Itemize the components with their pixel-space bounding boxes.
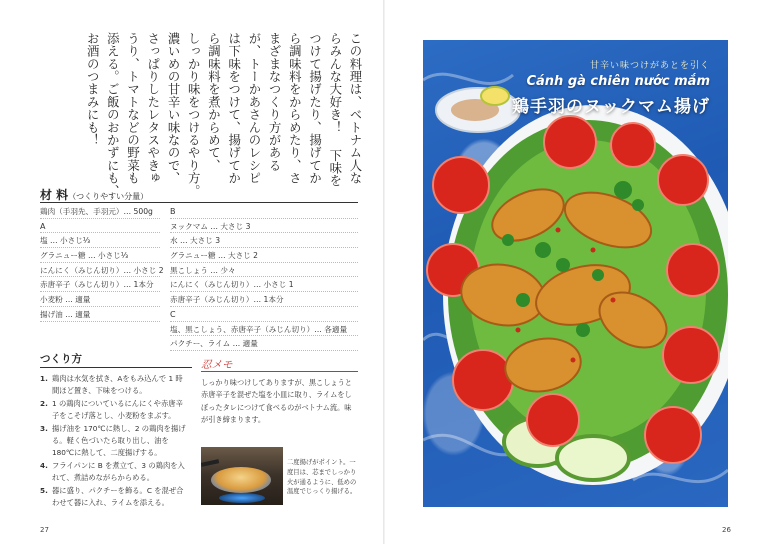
step-text: 1 の鶏肉についているにんにくや赤唐辛子をこそげ落とし、小麦粉をまぶす。	[52, 399, 183, 420]
cilantro	[535, 242, 551, 258]
ingredient-line: 塩、黒こしょう、赤唐辛子（みじん切り）… 各適量	[170, 323, 358, 338]
ingredient-line: グラニュー糖 … 大さじ 2	[170, 249, 358, 264]
ingredient-line: パクチー、ライム … 適量	[170, 337, 358, 352]
step-text: 器に盛り、パクチーを飾る。C を混ぜ合わせて器に入れ、ライムを添える。	[52, 486, 184, 507]
pan-oil	[211, 467, 271, 493]
memo-rule	[201, 371, 358, 372]
ingredient-line: 水 … 大さじ 3	[170, 234, 358, 249]
ingredient-line: 鶏肉（手羽先、手羽元）… 500g	[40, 205, 160, 220]
intro-line: 濃いめの甘辛い味なので、	[166, 32, 182, 185]
memo-heading: 忍メモ	[201, 359, 233, 371]
method-step	[40, 423, 190, 458]
tomato-slice	[527, 394, 579, 446]
ingredient-line: 小麦粉 … 適量	[40, 293, 160, 308]
ingredient-line: グラニュー糖 … 小さじ⅓	[40, 249, 160, 264]
ingredient-line: 揚げ油 … 適量	[40, 308, 160, 323]
tomato-slice	[433, 157, 489, 213]
method-step	[40, 398, 190, 421]
intro-line: さっぱりしたレタスやきゅ	[145, 32, 161, 185]
ingredients-title: 材 料	[40, 188, 69, 202]
ingredients-heading	[40, 186, 148, 203]
page-number-right: 26	[722, 526, 731, 534]
intro-line: らみんな大好き！ 下味を	[327, 32, 343, 187]
ingredient-line: 塩 … 小さじ⅓	[40, 234, 160, 249]
ingredients-rule	[40, 202, 358, 203]
intro-line: つけて揚げたり、揚げてか	[307, 32, 323, 185]
ingredients-subtitle: （つくりやすい分量）	[68, 192, 149, 201]
pan-handle	[201, 459, 219, 467]
memo-text: しっかり味つけしてありますが、黒こしょうと赤唐辛子を混ぜた塩を小皿に取り、ライムをしぼったタレにつけて食べるのがベトナム流。味が引き締まります。	[201, 378, 352, 425]
dish-subtitle: 甘辛い味つけがあとを引く	[589, 61, 710, 71]
method-steps	[40, 373, 190, 511]
intro-line: ら調味料を煮からめて、	[206, 32, 222, 172]
dish-photo	[423, 40, 728, 507]
method-step	[40, 460, 190, 483]
lime-wedge	[481, 87, 509, 105]
ingredient-line: にんにく（みじん切り）… 小さじ 1	[170, 278, 358, 293]
dish-title-block	[512, 58, 710, 117]
intro-line: まざまなつくり方がある	[267, 32, 283, 172]
frying-pan-photo	[201, 447, 283, 505]
method-rule	[40, 367, 192, 368]
intro-line: は下味をつけて、揚げてか	[226, 32, 242, 185]
tomato-slice	[453, 350, 513, 410]
page-number-left: 27	[40, 526, 49, 534]
method-step	[40, 373, 190, 396]
tomato-slice	[663, 327, 719, 383]
step-text: フライパンに B を煮立て、3 の鶏肉を入れて、煮詰めながらからめる。	[52, 461, 185, 482]
step-number: 1.	[40, 374, 48, 383]
tomato-slice	[544, 116, 596, 168]
step-number: 4.	[40, 461, 48, 471]
ingredient-group-label: A	[40, 220, 160, 235]
tomato-slice	[611, 123, 655, 167]
tomato-slice	[667, 244, 719, 296]
dish-title-vietnamese: Cánh gà chiên nước mắm	[526, 74, 710, 89]
step-text: 揚げ油を 170℃に熱し、2 の鶏肉を揚げる。軽く色づいたら取り出し、油を 180℃に熱して、二度揚げする。	[52, 424, 186, 457]
photo-caption: 二度揚げがポイント。一度目は、芯までしっかり火が通るように、低めの温度でじっくり揚げる。	[287, 459, 357, 496]
intro-line: うり、トマトなどの野菜も	[125, 32, 141, 185]
tomato-slice	[658, 155, 708, 205]
ingredient-line: ヌックマム … 大さじ 3	[170, 220, 358, 235]
ingredient-group-label: B	[170, 205, 358, 220]
book-gutter	[383, 0, 385, 544]
method-step	[40, 485, 190, 508]
stove-flame	[219, 493, 265, 503]
ingredient-line: 赤唐辛子（みじん切り）… 1本分	[40, 278, 160, 293]
step-number: 3.	[40, 424, 48, 434]
cucumber-slice	[557, 436, 629, 480]
intro-line: ら調味料をからめたり、さ	[287, 32, 303, 185]
ingredient-line: 黒こしょう … 少々	[170, 264, 358, 279]
chili-piece	[556, 228, 561, 233]
dish-title-japanese: 鶏手羽のヌックマム揚げ	[512, 97, 710, 117]
intro-line: この料理は、ベトナム人な	[348, 32, 363, 185]
intro-line: が、トーかあさんのレシピ	[246, 32, 262, 185]
intro-line: しっかり味をつけるやり方。	[186, 32, 202, 198]
ingredient-group-label: C	[170, 308, 358, 323]
ingredient-line: 赤唐辛子（みじん切り）… 1本分	[170, 293, 358, 308]
ingredients-column-b	[170, 205, 358, 352]
method-heading: つくり方	[40, 353, 82, 365]
step-number: 2.	[40, 399, 48, 409]
intro-line: お酒のつまみにも！	[85, 32, 101, 147]
ingredients-column-a	[40, 205, 164, 323]
tomato-slice	[645, 407, 701, 463]
step-number: 5.	[40, 486, 48, 496]
intro-line: 添える。ご飯のおかずにも、	[105, 32, 121, 198]
step-text: 鶏肉は水気を拭き、Aをもみ込んで 1 時間ほど置き、下味をつける。	[52, 374, 183, 395]
ingredient-line: にんにく（みじん切り）… 小さじ 2	[40, 264, 160, 279]
